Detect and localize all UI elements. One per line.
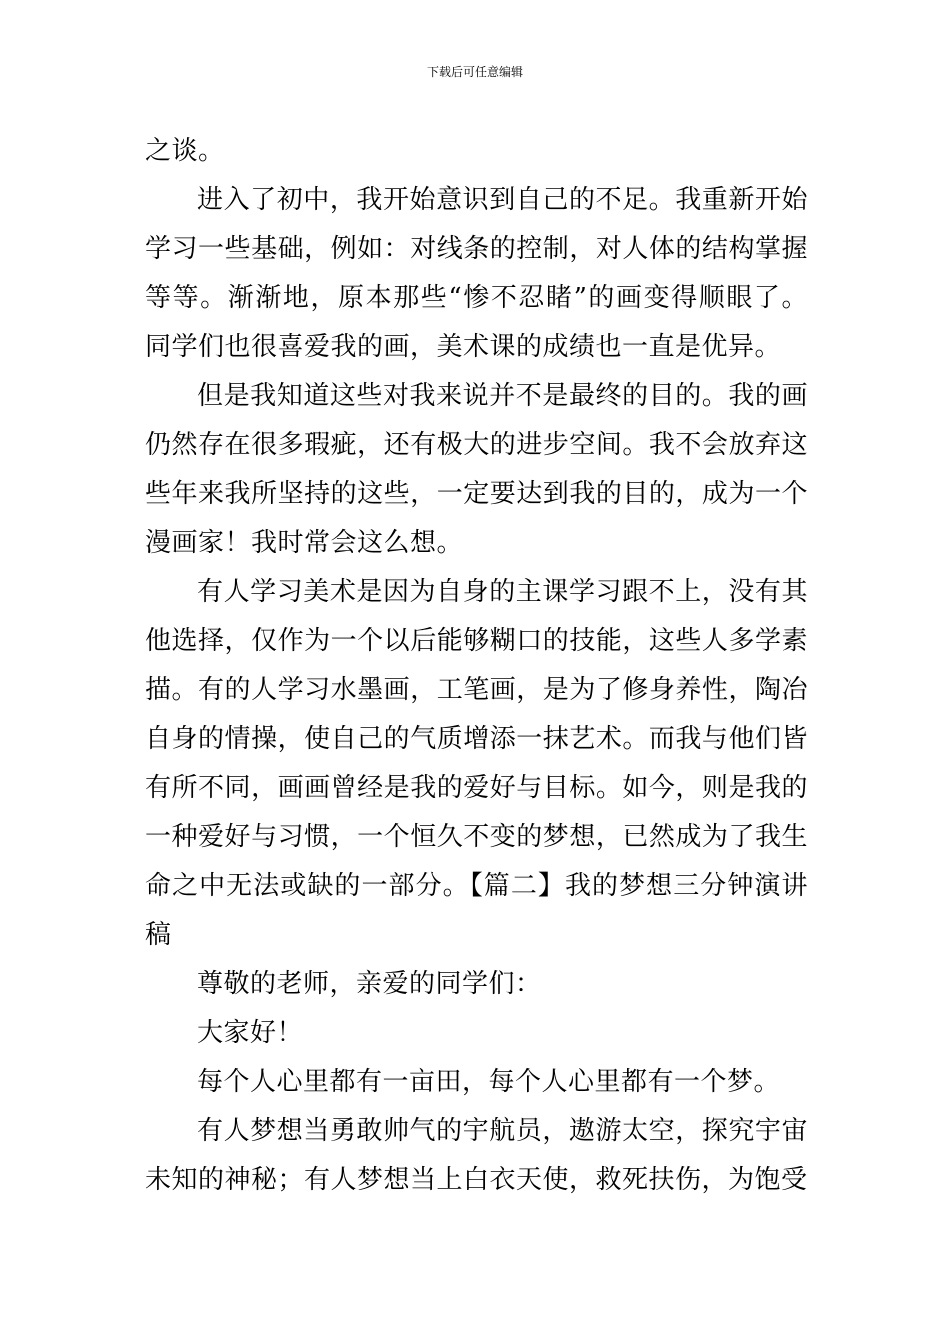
page-header: 下载后可任意编辑 <box>426 65 523 79</box>
paragraph: 大家好！ <box>197 1018 304 1048</box>
paragraph: 有人学习美术是因为自身的主课学习跟不上，没有其他选择，仅作为一个以后能够糊口的技能，这些人多学素描。有的人学习水墨画，工笔画，是为了修身养性，陶冶自身的情操，使自己的气质增添一抹艺术。而我与他们皆有所不同，画画曾经是我的爱好与目标。如今，则是我的一种爱好与习惯，一个恒久不变的梦想，已然成为了我生命之中无法或缺的一部分。【篇二】我的梦想三分钟演讲稿 <box>145 577 808 950</box>
paragraph: 尊敬的老师，亲爱的同学们： <box>197 969 542 999</box>
paragraph: 每个人心里都有一亩田，每个人心里都有一个梦。 <box>197 1067 781 1097</box>
paragraph: 但是我知道这些对我来说并不是最终的目的。我的画仍然存在很多瑕疵，还有极大的进步空间。我不会放弃这些年来我所坚持的这些，一定要达到我的目的，成为一个漫画家！我时常会这么想。 <box>145 381 808 558</box>
paragraph: 有人梦想当勇敢帅气的宇航员，遨游太空，探究宇宙未知的神秘；有人梦想当上白衣天使，救死扶伤，为饱受 <box>145 1116 808 1195</box>
document-body <box>145 127 808 1205</box>
paragraph: 进入了初中，我开始意识到自己的不足。我重新开始学习一些基础，例如：对线条的控制，对人体的结构掌握等等。渐渐地，原本那些“惨不忍睹”的画变得顺眼了。同学们也很喜爱我的画，美术课的成绩也一直是优异。 <box>145 185 808 362</box>
paragraph: 之谈。 <box>145 136 225 166</box>
